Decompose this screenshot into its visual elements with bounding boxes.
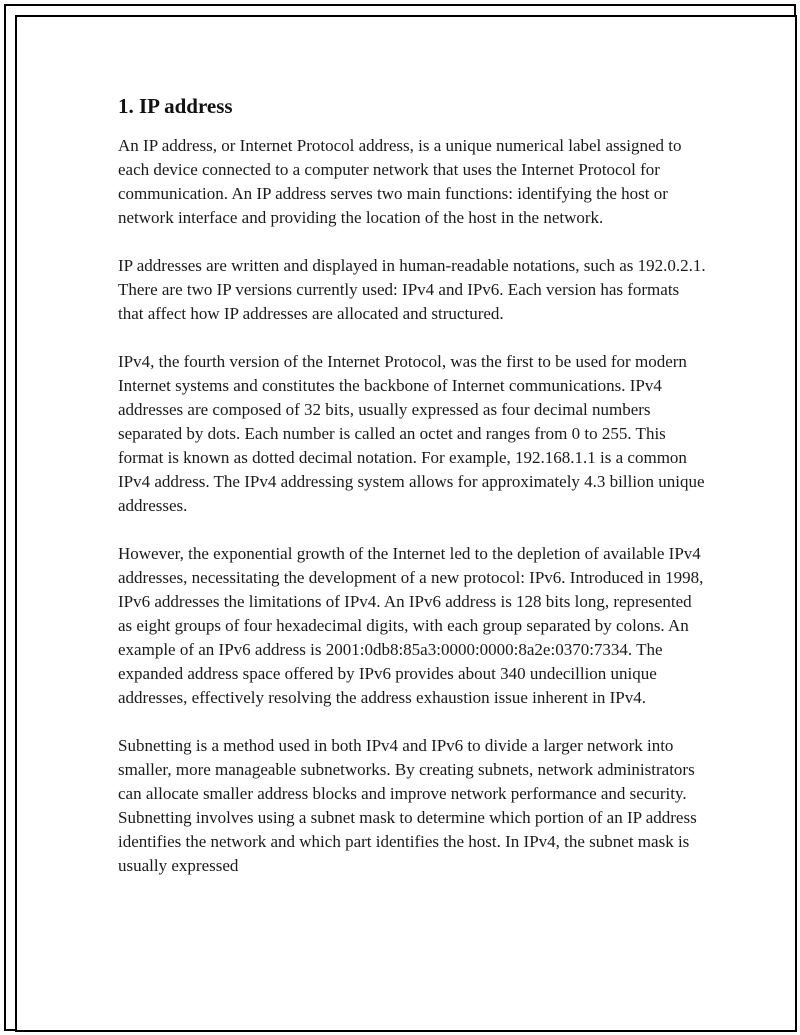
section-heading: 1. IP address [118,94,233,118]
document-body [118,92,708,902]
paragraph-ipv6: However, the exponential growth of the Internet led to the depletion of available IPv4 addresses, necessitating the development of a new protocol: IPv6. Introduced in 1998, IPv6 addresses the limitations of IPv4. An IPv6 address is 128 bits long, represented as eight groups of four hexadecimal digits, with each group separated by colons. An example of an IPv6 address is 2001:0db8:85a3:0000:0000:8a2e:0370:7334. The expanded address space offered by IPv6 provides about 340 undecillion unique addresses, effectively resolving the address exhaustion issue inherent in IPv4. [118,544,704,707]
paragraph-ip-address-definition: An IP address, or Internet Protocol address, is a unique numerical label assigned to each device connected to a computer network that uses the Internet Protocol for communication. An IP address serves two main functions: identifying the host or network interface and providing the location of the host in the network. [118,136,682,227]
paragraph-ip-versions: IP addresses are written and displayed in human-readable notations, such as 192.0.2.1. There are two IP versions currently used: IPv4 and IPv6. Each version has formats that affect how IP addresses are allocated and structured. [118,256,706,323]
paragraph-ipv4: IPv4, the fourth version of the Internet Protocol, was the first to be used for modern Internet systems and constitutes the backbone of Internet communications. IPv4 addresses are composed of 32 bits, usually expressed as four decimal numbers separated by dots. Each number is called an octet and ranges from 0 to 255. This format is known as dotted decimal notation. For example, 192.168.1.1 is a common IPv4 address. The IPv4 addressing system allows for approximately 4.3 billion unique addresses. [118,352,705,515]
paragraph-subnetting: Subnetting is a method used in both IPv4 and IPv6 to divide a larger network into smaller, more manageable subnetworks. By creating subnets, network administrators can allocate smaller address blocks and improve network performance and security. Subnetting involves using a subnet mask to determine which portion of an IP address identifies the network and which part identifies the host. In IPv4, the subnet mask is usually expressed [118,736,697,875]
